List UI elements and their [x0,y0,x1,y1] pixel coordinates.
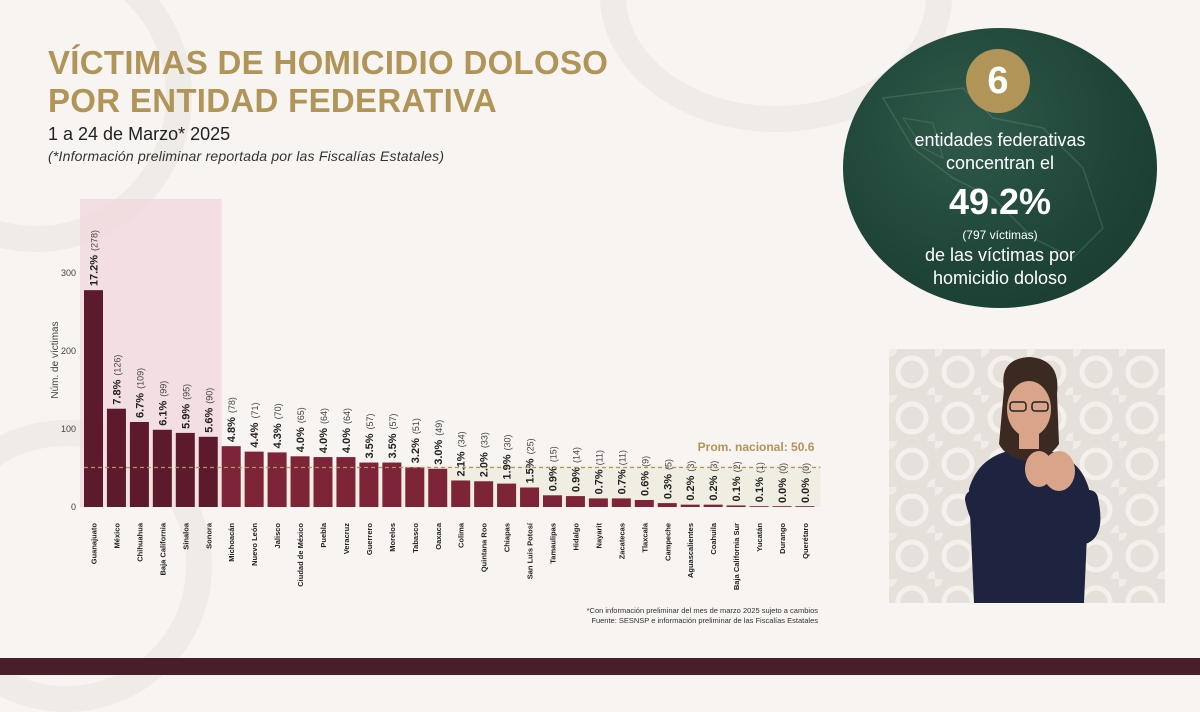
count-label: (30) [502,434,513,451]
data-label [479,432,491,477]
data-label [433,420,445,465]
bar [405,467,424,507]
y-tick-label: 300 [60,268,76,278]
x-tick-label: México [112,523,122,549]
data-label [662,459,674,499]
bar [612,498,631,507]
bar [658,503,677,507]
count-label: (49) [433,419,444,436]
bar [497,484,516,507]
x-tick-label: Veracruz [341,523,351,555]
percent-label: 0.2% [708,475,721,501]
summary-percent: 49.2% [948,181,1052,222]
bar [245,452,264,507]
bar [84,290,103,507]
bar [520,488,539,508]
summary-line-4: homicidio doloso [932,268,1068,288]
x-tick-label: Puebla [319,523,328,548]
count-label: (78) [227,397,238,414]
summary-line-3: de las víctimas por [924,245,1076,265]
bar [199,437,218,507]
percent-label: 4.8% [226,417,239,443]
count-label: (95) [181,383,192,400]
x-tick-label: Nuevo León [250,523,260,566]
data-label [708,461,720,501]
count-label: (51) [410,418,421,435]
percent-label: 0.9% [547,466,560,492]
bar [750,506,769,507]
count-label: (2) [732,461,743,473]
percent-label: 1.5% [524,458,537,484]
bar [291,456,310,507]
count-label: (278) [89,229,100,251]
percent-label: 4.0% [340,428,353,454]
count-label: (64) [319,407,329,425]
data-label [593,450,605,494]
x-tick-label: Michoacán [227,523,237,562]
percent-label: 5.9% [180,403,193,429]
count-label: (71) [250,402,261,419]
count-label: (90) [204,387,215,404]
x-tick-label: Querétaro [800,523,810,559]
count-label: (3) [686,460,697,472]
interpreter-figure [889,349,1165,603]
data-label [410,418,422,463]
data-label [89,230,101,286]
percent-label: 2.1% [455,451,468,477]
percent-label: 7.8% [111,379,124,405]
footer-bar [0,658,1200,675]
bar [428,469,447,507]
x-tick-label: Aguascalientes [686,523,696,579]
count-label: (11) [617,449,628,466]
count-label: (5) [663,459,674,471]
sign-language-interpreter-video [889,349,1165,603]
x-tick-label: Hidalgo [571,523,581,551]
data-label [226,397,238,442]
x-tick-label: Tabasco [410,523,420,553]
count-label: (34) [456,431,467,448]
x-tick-label: Quintana Roo [479,523,489,573]
data-label [180,384,192,429]
x-tick-label: Colima [456,523,466,549]
x-tick-label: Tlaxcala [640,523,650,553]
percent-label: 2.0% [478,452,491,478]
bar [795,506,814,507]
percent-label: 0.1% [754,477,767,503]
bar [589,498,608,507]
x-tick-label: Tamaulipas [548,523,558,564]
x-tick-label: Oaxaca [433,523,443,550]
percent-label: 17.2% [88,254,101,287]
data-label [502,435,514,480]
bar [268,452,287,507]
data-label [548,446,560,491]
data-label [685,461,697,501]
percent-label: 1.9% [501,454,514,480]
percent-label: 0.7% [616,469,629,495]
date-range: 1 a 24 de Marzo* 2025 [48,124,231,144]
count-label: (0) [800,462,811,474]
summary-text-top [843,129,1157,175]
summary-victims: (797 víctimas) [962,228,1038,242]
count-label: (14) [571,446,582,464]
count-label: (33) [479,432,490,449]
x-tick-label: Guerrero [364,523,374,556]
summary-line-2: concentran el [945,153,1055,173]
data-label [616,450,628,494]
percent-label: 6.7% [134,392,147,418]
x-tick-label: Chihuahua [135,523,145,562]
bar [474,481,493,507]
count-label: (126) [112,354,123,376]
bar [222,446,241,507]
states-count-badge: 6 [966,49,1030,113]
x-tick-label: Baja California Sur [732,523,742,591]
percent-label: 0.6% [639,470,652,496]
percent-label: 4.0% [318,428,330,454]
bar [314,457,333,507]
bar [451,480,470,507]
x-tick-label: Nayarit [594,523,604,549]
data-label [800,463,812,503]
x-tick-label: Sonora [204,523,214,549]
bar [153,430,172,507]
count-label: (57) [387,413,398,430]
count-label: (25) [525,438,536,455]
data-label [272,403,284,448]
bar [382,463,401,507]
bar [336,457,355,507]
percent-label: 0.7% [593,469,606,495]
percent-label: 4.0% [295,427,308,453]
count-label: (109) [135,367,146,389]
percent-label: 3.5% [363,433,376,459]
data-label [456,431,468,476]
bar [704,505,723,507]
percent-label: 0.0% [777,477,789,503]
x-tick-label: Zacatecas [617,523,627,560]
data-label [157,381,169,426]
y-tick-label: 200 [60,346,76,356]
summary-text-bottom [843,244,1157,290]
count-label: (0) [778,462,788,474]
data-label [525,438,537,483]
count-label: (57) [364,413,375,430]
x-tick-label: Morelos [387,523,397,552]
percent-label: 0.2% [685,475,698,501]
data-label [134,368,146,418]
summary-line-1: entidades federativas [914,130,1086,150]
percent-label: 3.0% [432,439,445,465]
x-tick-label: San Luis Potosí [525,523,535,580]
footnote-line-1: *Con información preliminar del mes de marzo 2025 sujeto a cambios [586,606,818,615]
data-label [203,388,215,433]
bar [773,506,792,507]
x-tick-label: Coahuila [709,523,719,555]
count-label: (64) [341,407,352,425]
percent-label: 6.1% [157,400,170,426]
data-label [341,408,353,453]
percent-label: 4.3% [272,423,285,449]
bar [635,500,654,507]
x-tick-label: Durango [778,523,787,554]
title-line-2: POR ENTIDAD FEDERATIVA [48,82,498,119]
y-axis-label: Núm. de víctimas [50,321,61,399]
percent-label: 3.2% [409,438,422,464]
bar [107,409,126,507]
bar [359,463,378,507]
percent-label: 0.0% [799,477,812,503]
bar [176,433,195,507]
count-label: (1) [755,462,766,474]
bar [130,422,149,507]
x-tick-label: Jalisco [273,523,283,549]
percent-label: 5.6% [203,407,216,433]
footnote [587,606,818,626]
data-label [111,355,123,405]
x-tick-label: Chiapas [502,523,512,553]
bar [543,495,562,507]
count-label: (11) [594,449,605,466]
percent-label: 3.5% [386,433,399,459]
data-label [570,447,582,492]
x-tick-label: Ciudad de México [296,523,306,587]
x-tick-label: Sinaloa [181,523,191,550]
footnote-source: Fuente: SESNSP e información preliminar de las Fiscalías Estatales [591,616,818,625]
count-label: (70) [273,403,284,420]
y-tick-label: 100 [60,424,76,434]
bar [727,505,746,507]
data-label [639,456,651,496]
x-tick-label: Yucatán [755,523,765,552]
x-tick-label: Baja California [158,523,168,576]
data-label [295,407,307,452]
data-label [777,463,789,503]
bar [566,496,585,507]
count-label: (15) [548,446,559,463]
percent-label: 0.9% [570,467,583,493]
percent-label: 0.3% [662,474,675,500]
x-tick-label: Guanajuato [89,523,99,565]
x-tick-label: Campeche [663,523,673,561]
data-label [318,408,330,453]
data-label [387,413,399,458]
data-label [249,403,261,448]
count-label: (65) [296,407,307,424]
summary-circle [843,28,1157,308]
title-line-1: VÍCTIMAS DE HOMICIDIO DOLOSO [48,44,609,81]
count-label: (9) [640,455,651,467]
percent-label: 0.1% [731,476,744,502]
y-tick-label: 0 [70,502,76,512]
average-label: Prom. nacional: 50.6 [697,440,815,454]
count-label: (99) [158,380,169,397]
bar [681,505,700,507]
preliminary-note: (*Información preliminar reportada por las Fiscalías Estatales) [48,148,445,164]
count-label: (3) [709,460,720,472]
percent-label: 4.4% [249,422,262,448]
data-label [364,413,376,458]
